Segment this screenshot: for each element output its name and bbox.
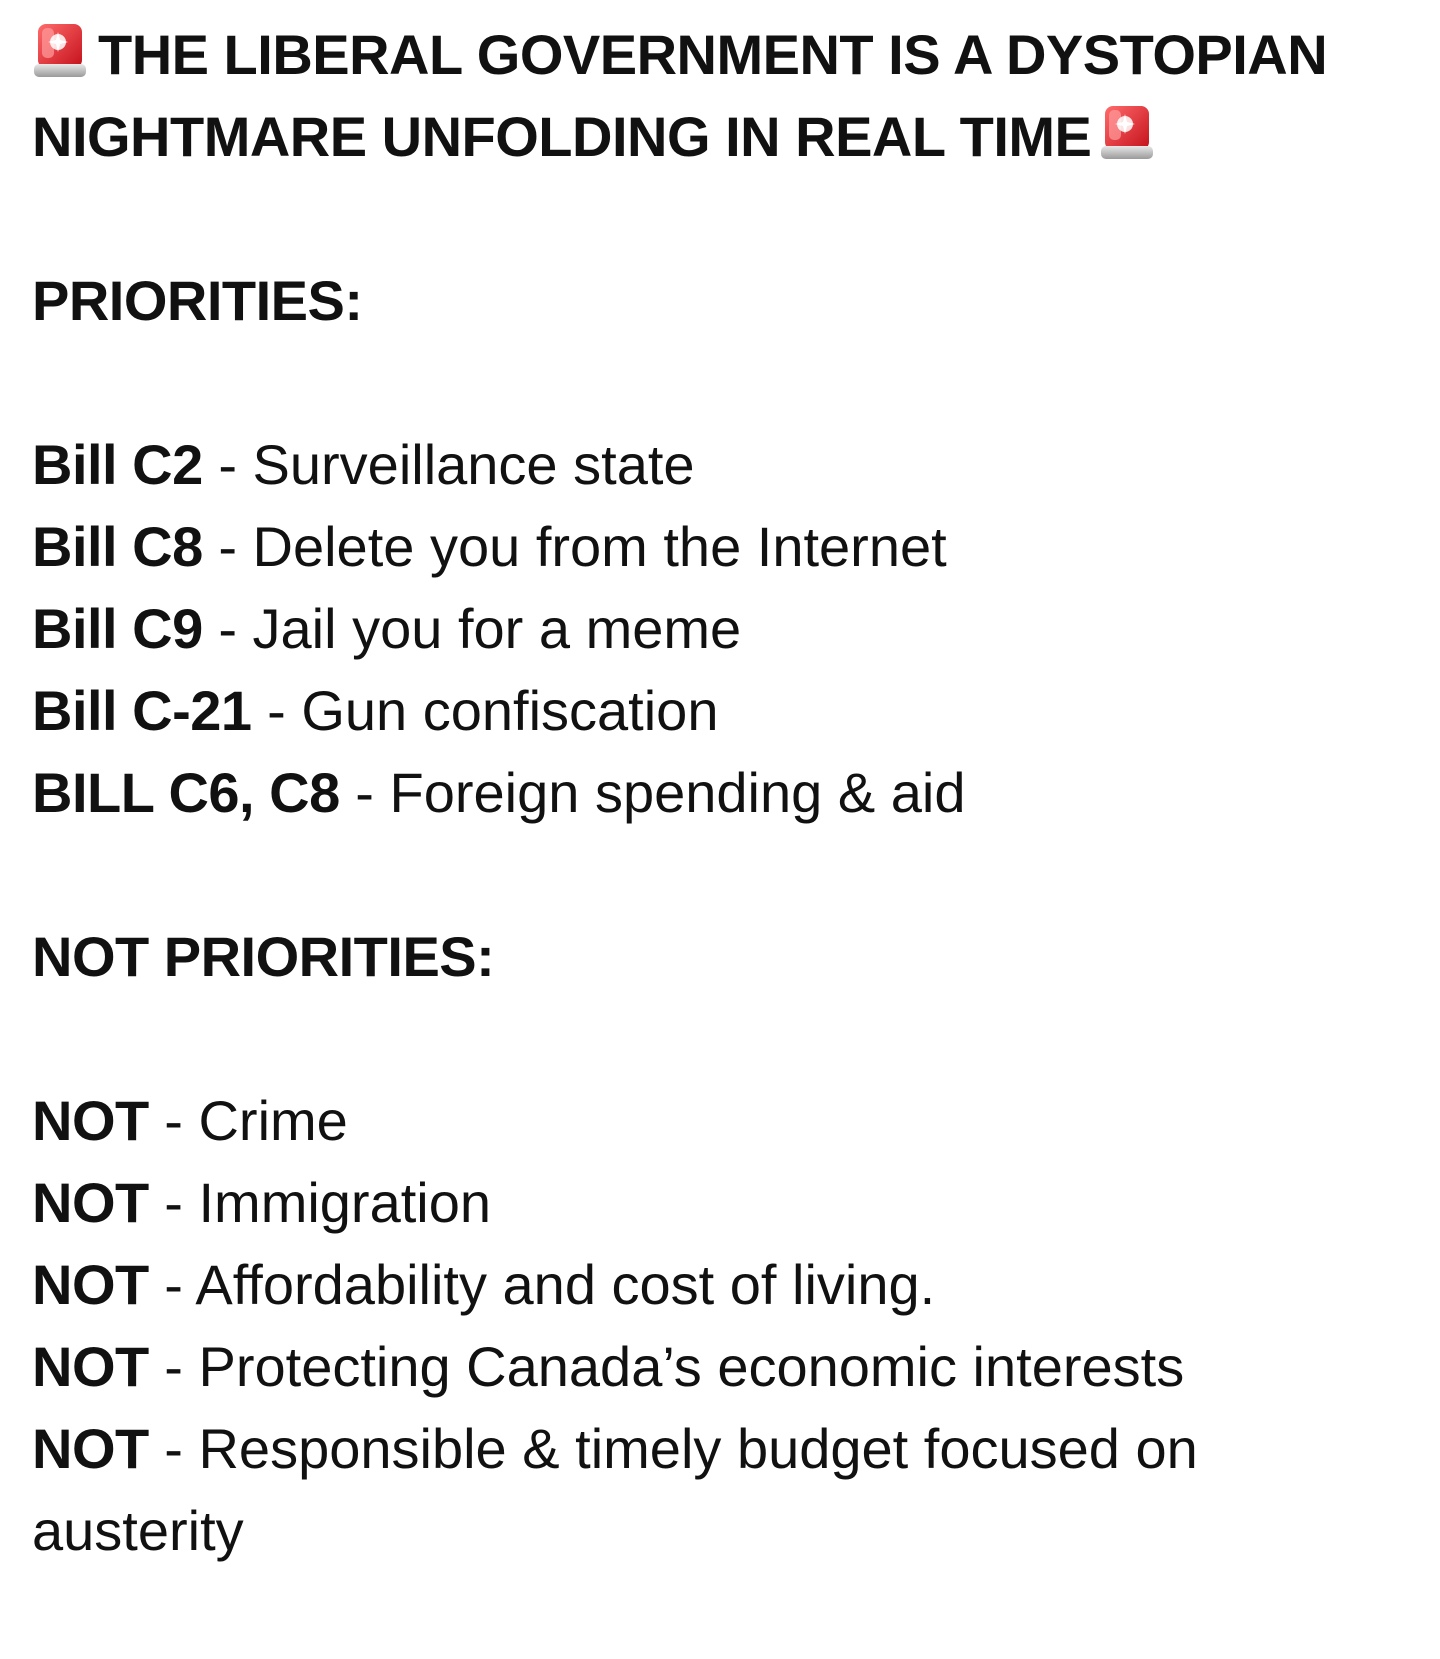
not-label: NOT	[32, 1171, 149, 1234]
not-label: NOT	[32, 1089, 149, 1152]
bill-code: BILL C6, C8	[32, 761, 340, 824]
issue-description: Immigration	[198, 1171, 492, 1234]
list-item	[32, 588, 1412, 670]
not-priorities-heading: NOT PRIORITIES:	[32, 925, 495, 988]
not-priorities-list	[32, 1080, 1412, 1572]
police-car-light-icon	[32, 20, 88, 80]
separator: -	[148, 1089, 199, 1152]
list-item	[32, 1326, 1412, 1408]
headline-text: THE LIBERAL GOVERNMENT IS A DYSTOPIAN NIGHTMARE UNFOLDING IN REAL TIME	[32, 23, 1328, 168]
list-item	[32, 1080, 1412, 1162]
priorities-heading: PRIORITIES:	[32, 269, 363, 332]
not-label: NOT	[32, 1253, 149, 1316]
separator: -	[148, 1335, 199, 1398]
bill-description: Surveillance state	[252, 433, 695, 496]
bill-description: Gun confiscation	[301, 679, 719, 742]
bill-description: Delete you from the Internet	[252, 515, 947, 578]
bill-code: Bill C2	[32, 433, 203, 496]
not-label: NOT	[32, 1335, 149, 1398]
spacer	[32, 178, 1412, 260]
issue-description: Responsible & timely budget focused on austerity	[32, 1417, 1198, 1562]
separator: -	[148, 1417, 199, 1480]
bill-description: Foreign spending & aid	[389, 761, 966, 824]
separator: -	[202, 433, 253, 496]
spacer	[32, 998, 1412, 1080]
not-label: NOT	[32, 1417, 149, 1480]
bill-code: Bill C8	[32, 515, 203, 578]
list-item	[32, 1244, 1412, 1326]
separator: -	[148, 1253, 196, 1316]
list-item	[32, 424, 1412, 506]
post-content	[32, 14, 1412, 1572]
issue-description: Affordability and cost of living.	[195, 1253, 936, 1316]
issue-description: Crime	[198, 1089, 348, 1152]
spacer	[32, 834, 1412, 916]
list-item	[32, 1408, 1412, 1572]
separator: -	[339, 761, 390, 824]
bill-description: Jail you for a meme	[252, 597, 742, 660]
bill-code: Bill C9	[32, 597, 203, 660]
list-item	[32, 506, 1412, 588]
police-car-light-icon	[1099, 102, 1155, 162]
list-item	[32, 752, 1412, 834]
bill-code: Bill C-21	[32, 679, 252, 742]
separator: -	[251, 679, 302, 742]
separator: -	[202, 515, 253, 578]
issue-description: Protecting Canada’s economic interests	[198, 1335, 1185, 1398]
priorities-list	[32, 424, 1412, 834]
list-item	[32, 670, 1412, 752]
list-item	[32, 1162, 1412, 1244]
separator: -	[202, 597, 253, 660]
headline	[32, 14, 1412, 178]
spacer	[32, 342, 1412, 424]
separator: -	[148, 1171, 199, 1234]
